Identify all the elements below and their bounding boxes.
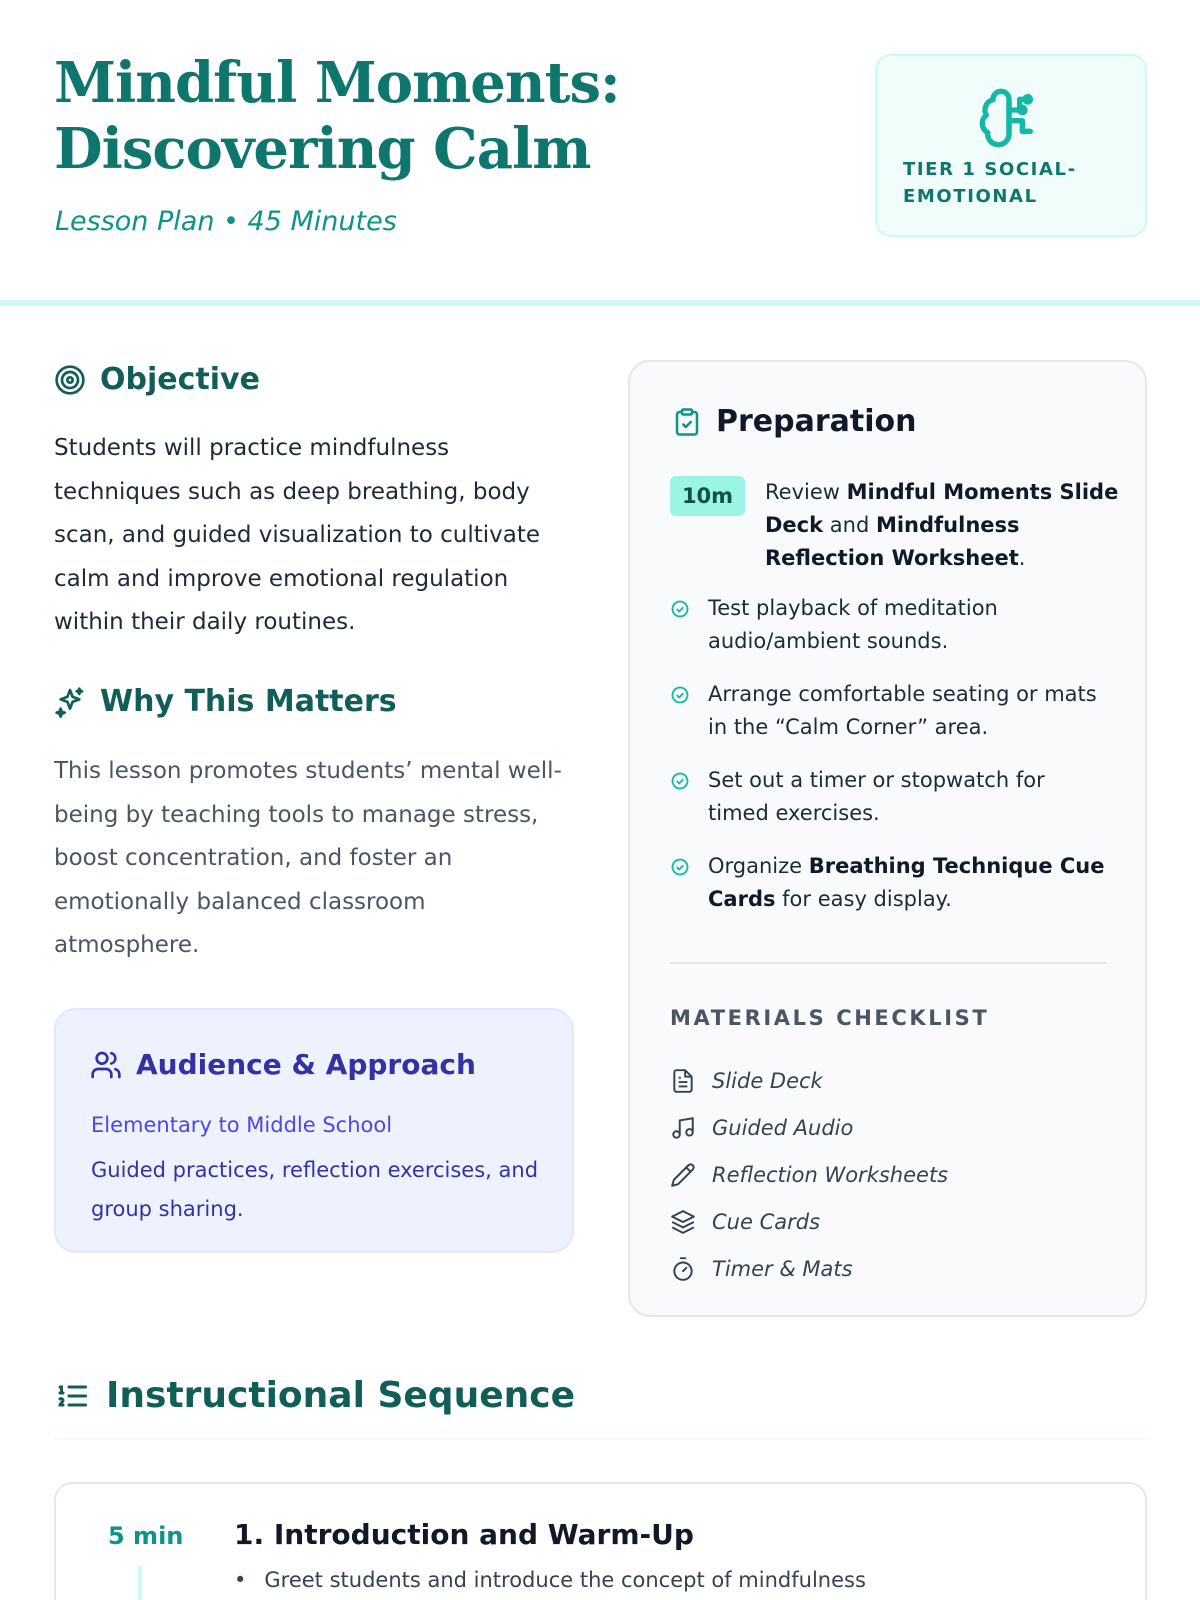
material-item: Timer & Mats xyxy=(670,1245,948,1292)
sequence-heading-text: Instructional Sequence xyxy=(106,1375,576,1416)
page-title: Mindful Moments: Discovering Calm xyxy=(54,50,620,182)
list-item: Set out a timer or stopwatch for timed exercises. xyxy=(670,764,1110,830)
page-header xyxy=(0,0,1200,306)
step-time: 5 min xyxy=(108,1522,184,1550)
materials-heading: MATERIALS CHECKLIST xyxy=(670,1006,990,1030)
timeline-rail xyxy=(138,1566,141,1600)
list-item: Organize Breathing Technique Cue Cards for easy display. xyxy=(670,850,1110,916)
audience-heading xyxy=(90,1048,476,1081)
preparation-list xyxy=(670,592,1110,936)
music-icon xyxy=(670,1115,696,1141)
preparation-card xyxy=(628,360,1147,1317)
divider xyxy=(670,962,1107,964)
brain-icon xyxy=(977,86,1041,150)
objective-heading xyxy=(54,362,260,397)
target-icon xyxy=(54,364,86,396)
prep-item-review xyxy=(670,476,1125,575)
audience-card xyxy=(54,1008,574,1253)
objective-text: Students will practice mindfulness techniques such as deep breathing, body scan, and guided visualization to cultivate calm and improve emotional regulation within their daily routines. xyxy=(54,435,540,635)
list-ordered-icon xyxy=(54,1378,90,1414)
tier-badge xyxy=(875,54,1147,237)
material-item: Guided Audio xyxy=(670,1104,948,1151)
why-heading xyxy=(54,684,397,719)
preparation-heading-text: Preparation xyxy=(716,404,917,439)
divider xyxy=(54,1438,1147,1440)
bullet-dot: • xyxy=(234,1568,247,1592)
layers-icon xyxy=(670,1209,696,1235)
audience-heading-text: Audience & Approach xyxy=(136,1048,476,1081)
material-item: Cue Cards xyxy=(670,1198,948,1245)
sparkles-icon xyxy=(54,686,86,718)
material-item: Reflection Worksheets xyxy=(670,1151,948,1198)
material-item: Slide Deck xyxy=(670,1057,948,1104)
lesson-subtitle: Lesson Plan • 45 Minutes xyxy=(55,206,397,237)
sequence-heading xyxy=(54,1375,575,1416)
clipboard-check-icon xyxy=(672,407,702,437)
list-item: • Greet students and introduce the concept of mindfulness xyxy=(234,1568,866,1592)
why-heading-text: Why This Matters xyxy=(100,684,397,719)
check-circle-icon xyxy=(670,685,690,705)
tier-label: TIER 1 SOCIAL-EMOTIONAL xyxy=(903,159,1077,207)
audience-level: Elementary to Middle School xyxy=(91,1113,393,1137)
timer-icon xyxy=(670,1256,696,1282)
file-text-icon xyxy=(670,1068,696,1094)
users-icon xyxy=(90,1049,122,1081)
prep-item-text: Review Mindful Moments Slide Deck and Mindfulness Reflection Worksheet. xyxy=(765,480,1119,570)
pencil-icon xyxy=(670,1162,696,1188)
why-text: This lesson promotes students’ mental well-being by teaching tools to manage stress, boost concentration, and foster an emotionally balanced classroom atmosphere. xyxy=(54,758,562,958)
check-circle-icon xyxy=(670,857,690,877)
check-circle-icon xyxy=(670,599,690,619)
check-circle-icon xyxy=(670,771,690,791)
audience-description: Guided practices, reflection exercises, and group sharing. xyxy=(91,1158,539,1221)
sequence-step xyxy=(54,1482,1147,1600)
preparation-heading xyxy=(672,404,916,439)
materials-list xyxy=(670,1057,948,1292)
list-item: Test playback of meditation audio/ambient sounds. xyxy=(670,592,1110,658)
objective-heading-text: Objective xyxy=(100,362,260,397)
list-item: Arrange comfortable seating or mats in the “Calm Corner” area. xyxy=(670,678,1110,744)
time-badge: 10m xyxy=(670,476,745,516)
step-title: 1. Introduction and Warm-Up xyxy=(234,1518,694,1551)
